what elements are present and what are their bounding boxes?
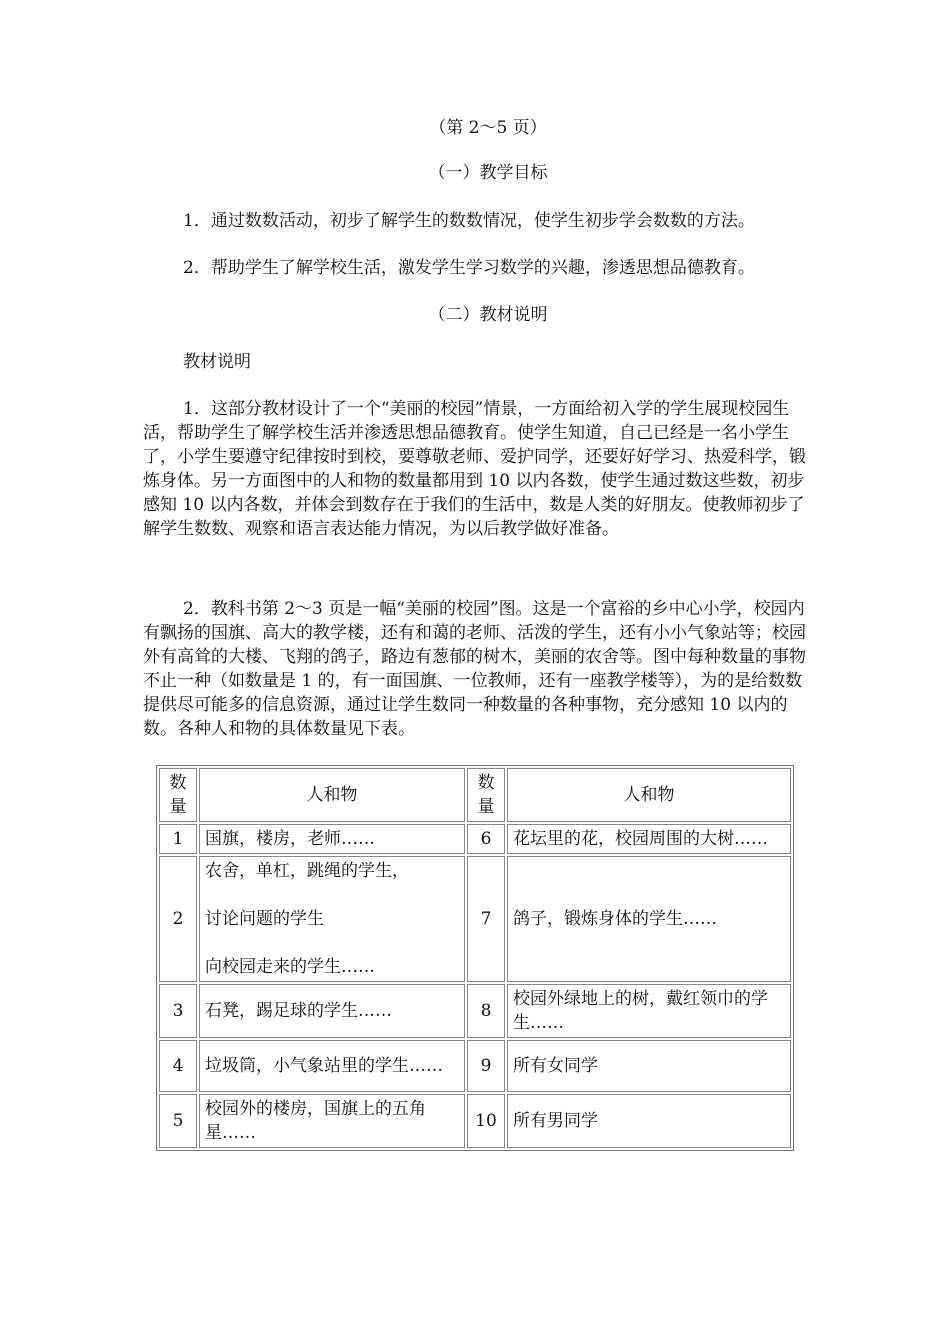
row-items: 国旗，楼房，老师…… xyxy=(199,824,465,854)
header-num-2: 数量 xyxy=(467,768,505,822)
table-row xyxy=(159,824,791,854)
section-title-materials: （二）教材说明 xyxy=(428,305,548,325)
header-item-1: 人和物 xyxy=(199,768,465,822)
count-table xyxy=(156,765,794,1151)
row-items-line: 农舍，单杠，跳绳的学生， xyxy=(205,861,409,881)
objective-item-1: 1．通过数数活动，初步了解学生的数数情况，使学生初步学会数数的方法。 xyxy=(183,211,755,231)
row-count: 8 xyxy=(467,984,505,1038)
row-items: 校园外的楼房，国旗上的五角星…… xyxy=(199,1094,465,1148)
section-subtitle: 教材说明 xyxy=(183,352,251,372)
header-num-1: 数量 xyxy=(159,768,197,822)
header-item-2: 人和物 xyxy=(507,768,791,822)
row-items: 鸽子，锻炼身体的学生…… xyxy=(507,856,791,982)
row-items: 花坛里的花，校园周围的大树…… xyxy=(507,824,791,854)
objective-item-2: 2．帮助学生了解学校生活，激发学生学习数学的兴趣，渗透思想品德教育。 xyxy=(183,258,755,278)
row-count: 1 xyxy=(159,824,197,854)
row-count: 3 xyxy=(159,984,197,1038)
paragraph-1: 1．这部分教材设计了一个“美丽的校园”情景，一方面给初入学的学生展现校园生活，帮助学生了解学校生活并渗透思想品德教育。使学生知道，自己已经是一名小学生了，小学生要遵守纪律按时到校，要尊敬老师、爱护同学，还要好好学习、热爱科学，锻炼身体。另一方面图中的人和物的数量都用到 10 以内各数，使学生通过数这些数，初步感知 10 以内各数，并体会到数存在于我们的生活中，数是人类的好朋友。使教师初步了解学生数数、观察和语言表达能力情况，为以后教学做好准备。 xyxy=(143,399,806,539)
table-row xyxy=(159,856,791,982)
row-items-line: 向校园走来的学生…… xyxy=(205,957,375,977)
row-items: 石凳，踢足球的学生…… xyxy=(199,984,465,1038)
section-title-objectives: （一）教学目标 xyxy=(428,163,548,183)
row-count: 2 xyxy=(159,856,197,982)
row-items: 垃圾筒，小气象站里的学生…… xyxy=(199,1040,465,1092)
row-count: 9 xyxy=(467,1040,505,1092)
row-count: 4 xyxy=(159,1040,197,1092)
row-items: 所有男同学 xyxy=(507,1094,791,1148)
row-count: 7 xyxy=(467,856,505,982)
row-items-line: 讨论问题的学生 xyxy=(205,909,324,929)
page-range: （第 2～5 页） xyxy=(429,118,547,138)
row-items xyxy=(199,856,465,982)
row-items: 所有女同学 xyxy=(507,1040,791,1092)
table-header-row xyxy=(159,768,791,822)
table-row xyxy=(159,1040,791,1092)
table-row xyxy=(159,984,791,1038)
row-count: 6 xyxy=(467,824,505,854)
table-row xyxy=(159,1094,791,1148)
paragraph-2: 2．教科书第 2～3 页是一幅“美丽的校园”图。这是一个富裕的乡中心小学，校园内有飘扬的国旗、高大的教学楼，还有和蔼的老师、活泼的学生，还有小小气象站等；校园外有高耸的大楼、飞翔的鸽子，路边有葱郁的树木，美丽的农舍等。图中每种数量的事物不止一种（如数量是 1 的，有一面国旗、一位教师，还有一座教学楼等），为的是给数数提供尽可能多的信息资源，通过让学生数同一种数量的各种事物，充分感知 10 以内的数。各种人和物的具体数量见下表。 xyxy=(143,599,806,739)
row-count: 5 xyxy=(159,1094,197,1148)
row-items: 校园外绿地上的树，戴红领巾的学生…… xyxy=(507,984,791,1038)
row-count: 10 xyxy=(467,1094,505,1148)
